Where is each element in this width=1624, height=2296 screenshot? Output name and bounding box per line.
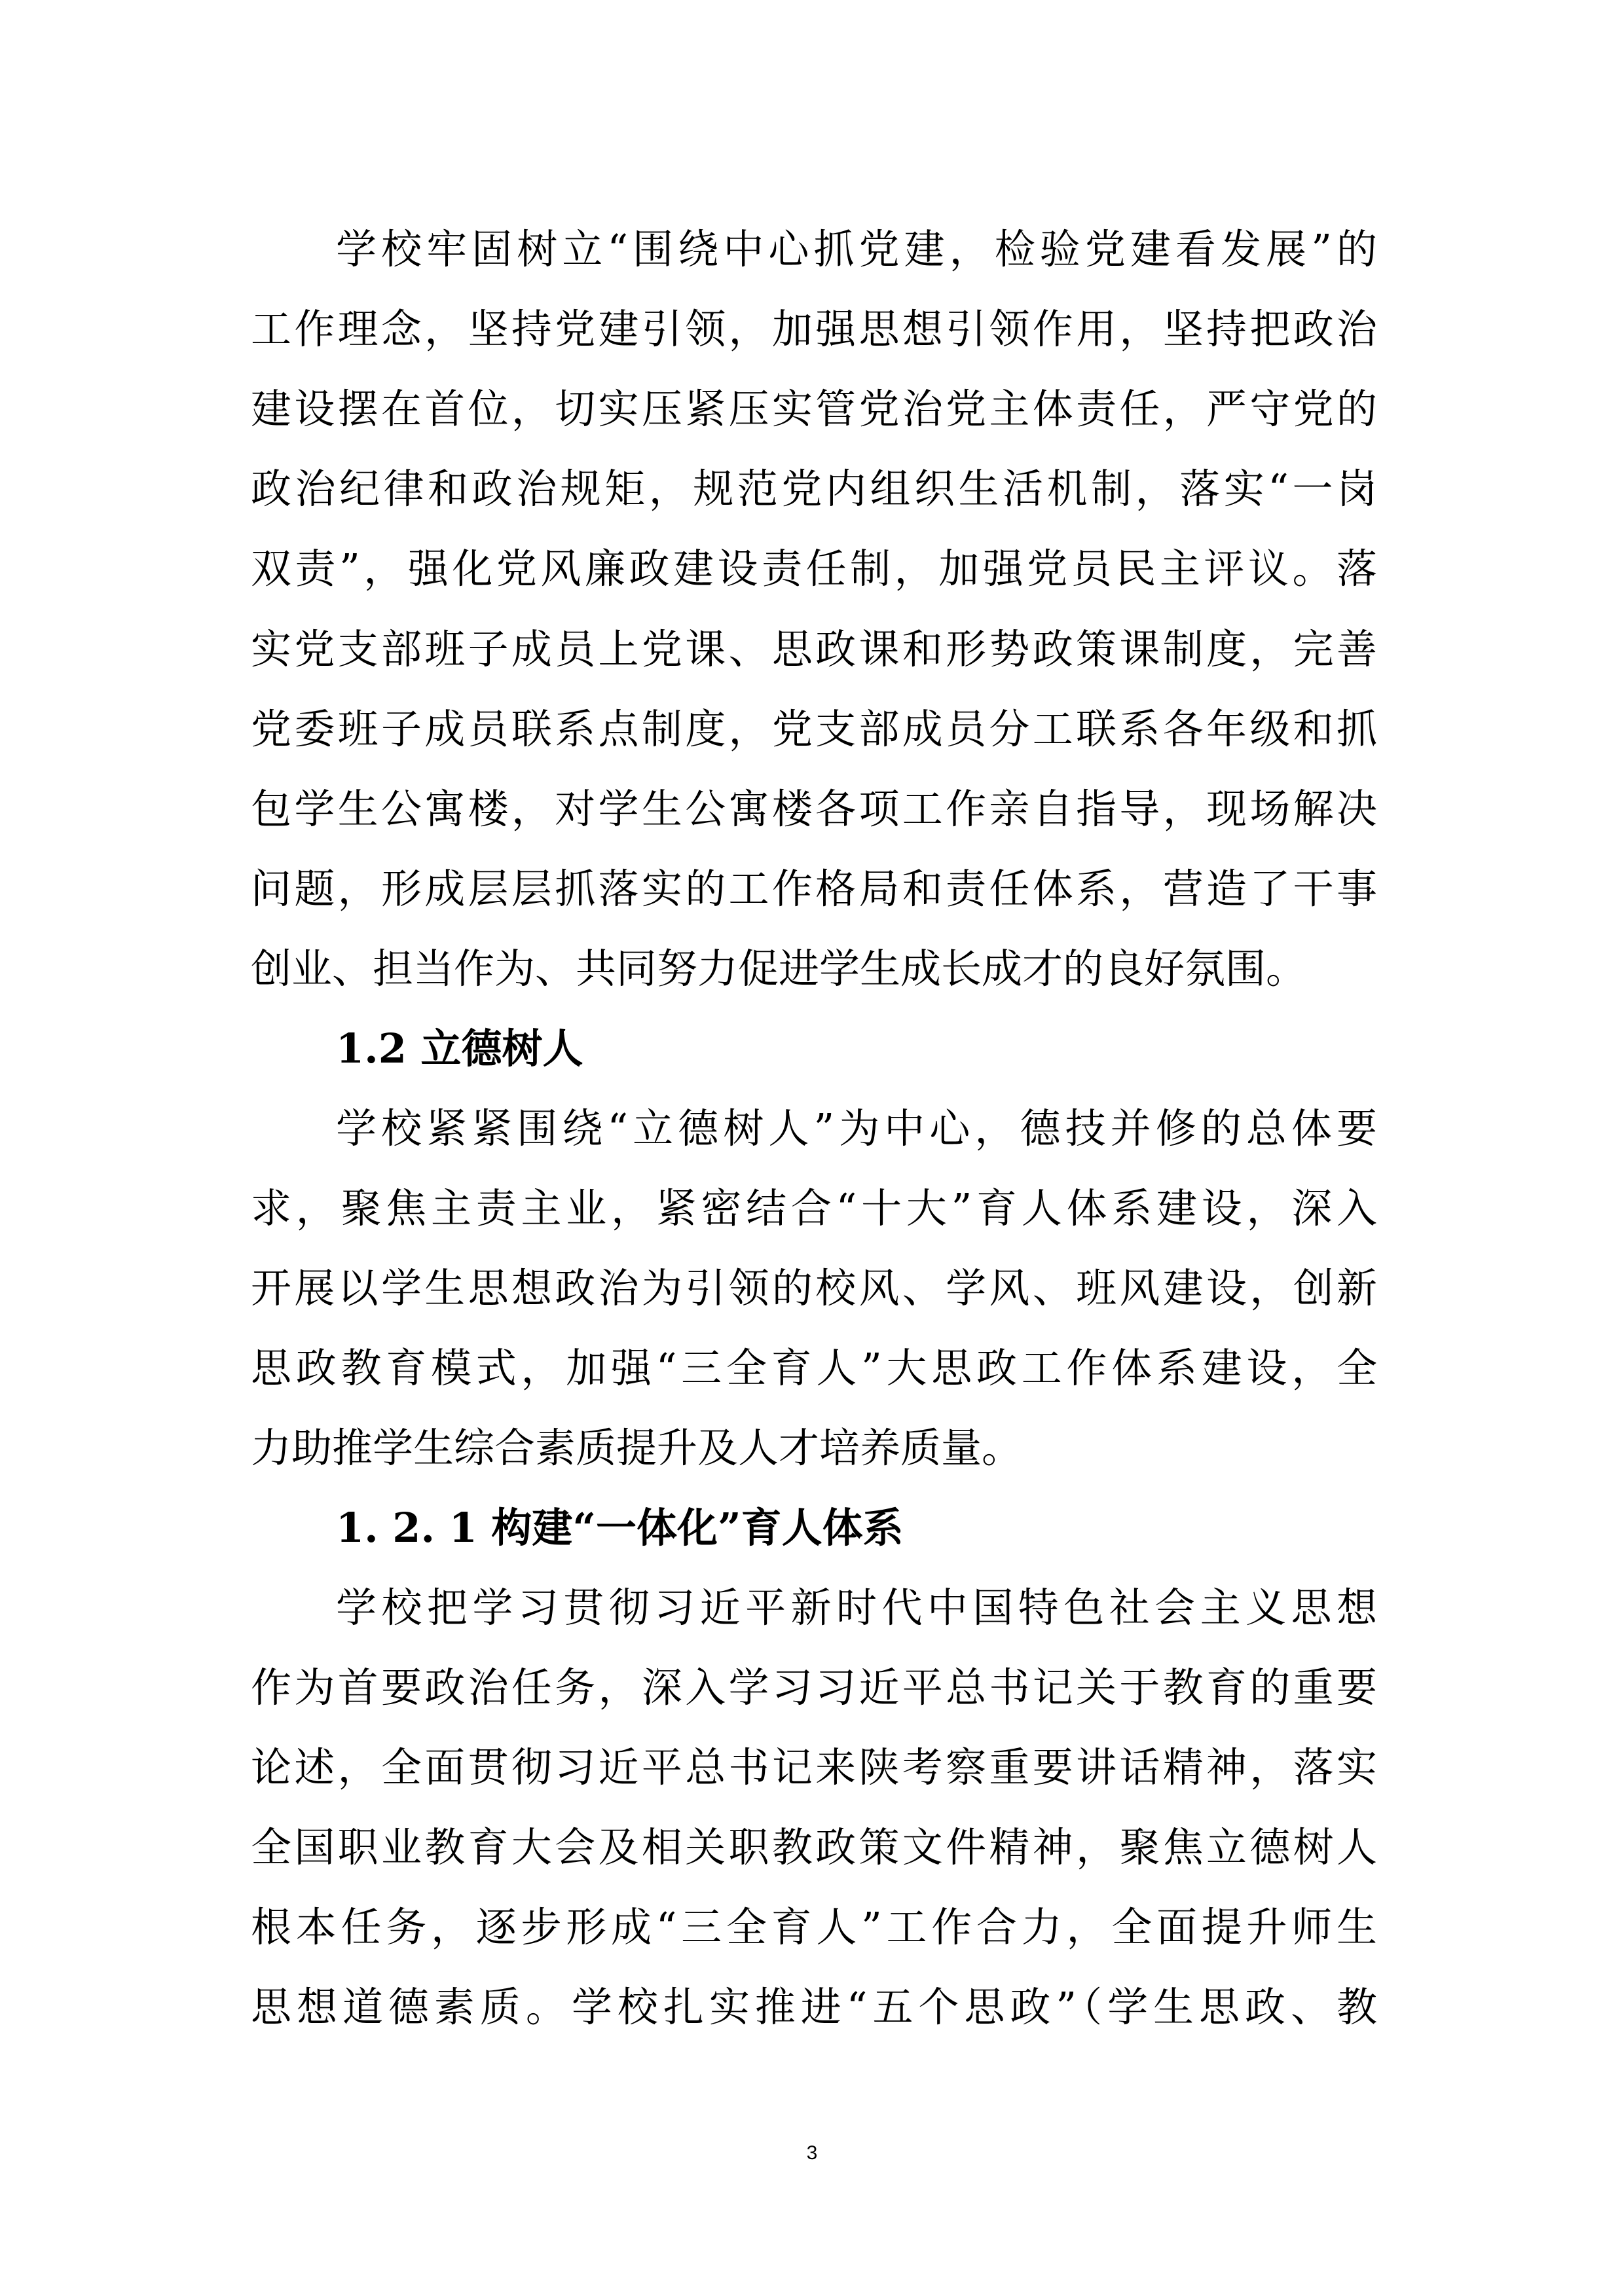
- text-line: 思想道德素质。学校扎实推进“五个思政”（学生思政、教: [251, 1983, 1377, 2031]
- text-line: 开展以学生思想政治为引领的校风、学风、班风建设，创新: [251, 1264, 1377, 1312]
- text-line: 政治纪律和政治规矩，规范党内组织生活机制，落实“一岗: [251, 465, 1377, 513]
- text-line: 学校牢固树立“围绕中心抓党建，检验党建看发展”的: [336, 225, 1377, 273]
- text-line: 实党支部班子成员上党课、思政课和形势政策课制度，完善: [251, 625, 1377, 673]
- text-line: 求，聚焦主责主业，紧密结合“十大”育人体系建设，深入: [251, 1184, 1377, 1232]
- text-line: 论述，全面贯彻习近平总书记来陕考察重要讲话精神，落实: [251, 1743, 1377, 1791]
- text-line: 党委班子成员联系点制度，党支部成员分工联系各年级和抓: [251, 705, 1377, 753]
- text-line: 学校紧紧围绕“立德树人”为中心，德技并修的总体要: [336, 1104, 1377, 1152]
- text-line: 根本任务，逐步形成“三全育人”工作合力，全面提升师生: [251, 1903, 1377, 1951]
- text-line: 学校把学习贯彻习近平新时代中国特色社会主义思想: [336, 1584, 1377, 1631]
- page-number: 3: [806, 2142, 818, 2164]
- section-heading-1-2-1: 1. 2. 1 构建“一体化”育人体系: [336, 1504, 904, 1552]
- text-line: 工作理念，坚持党建引领，加强思想引领作用，坚持把政治: [251, 305, 1377, 353]
- text-line: 力助推学生综合素质提升及人才培养质量。: [251, 1424, 1023, 1472]
- text-line: 问题，形成层层抓落实的工作格局和责任体系，营造了干事: [251, 865, 1377, 913]
- text-line: 思政教育模式，加强“三全育人”大思政工作体系建设，全: [251, 1344, 1377, 1392]
- text-line: 建设摆在首位，切实压紧压实管党治党主体责任，严守党的: [251, 385, 1377, 433]
- text-line: 包学生公寓楼，对学生公寓楼各项工作亲自指导，现场解决: [251, 785, 1377, 833]
- text-line: 双责”，强化党风廉政建设责任制，加强党员民主评议。落: [251, 545, 1377, 592]
- section-heading-1-2: 1.2 立德树人: [336, 1025, 583, 1072]
- text-line: 全国职业教育大会及相关职教政策文件精神，聚焦立德树人: [251, 1823, 1377, 1871]
- text-line: 作为首要政治任务，深入学习习近平总书记关于教育的重要: [251, 1664, 1377, 1711]
- text-line: 创业、担当作为、共同努力促进学生成长成才的良好氛围。: [251, 945, 1307, 993]
